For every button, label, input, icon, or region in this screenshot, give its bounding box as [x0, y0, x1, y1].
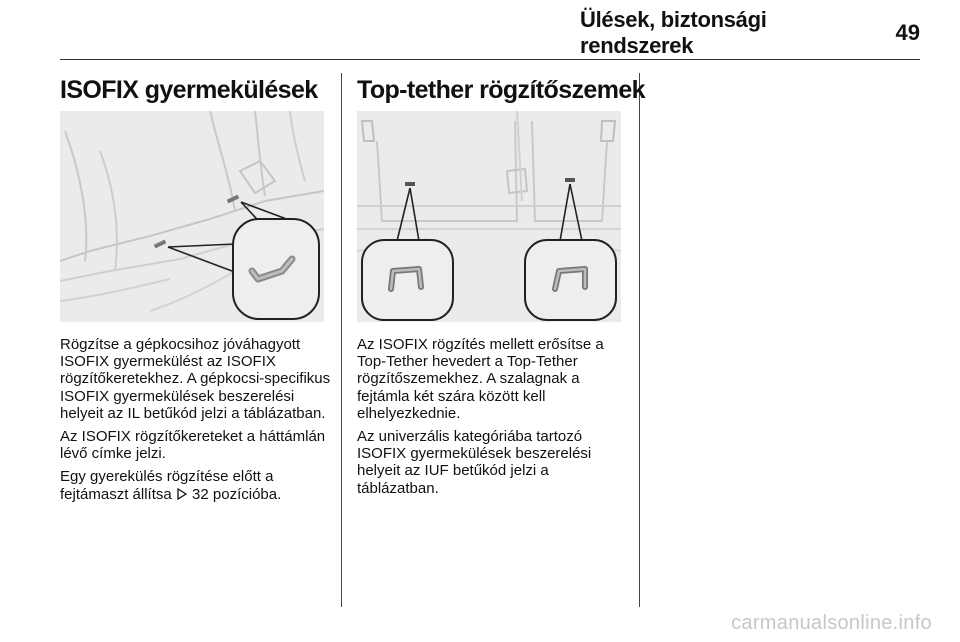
column-divider-left — [341, 73, 342, 607]
isofix-paragraph-text: 32 pozícióba. — [187, 485, 282, 503]
footer-watermark: carmanualsonline.info — [731, 612, 932, 634]
top-tether-paragraph: Az univerzális kategóriába tartozó ISOFIX gyermekülések beszerelési helyeit az IUF betűkód jelzi a táblázatban. — [357, 428, 592, 497]
page-number: 49 — [895, 20, 920, 45]
isofix-paragraph-text: Egy gyerekülés rögzítése előtt a fejtámaszt állítsa — [60, 468, 274, 503]
page-header — [580, 7, 920, 58]
isofix-section-title: ISOFIX gyermekülések — [60, 76, 318, 104]
top-tether-paragraph: Az ISOFIX rögzítés mellett erősítse a Top-Tether hevedert a Top-Tether rögzítőszemekhez. A szalagnak a fejtámla két szára között kell elhelyezkednie. — [357, 336, 604, 422]
isofix-paragraph: Rögzítse a gépkocsihoz jóváhagyott ISOFIX gyermekülést az ISOFIX rögzítőkeretekhez. A gépkocsi-specifikus ISOFIX gyermekülések beszerelési helyeit az IL betűkód jelzi a táblázatban. — [60, 336, 331, 422]
isofix-paragraph — [60, 468, 332, 502]
column-divider-right — [639, 73, 640, 607]
isofix-paragraph: Az ISOFIX rögzítőkereteket a háttámlán lévő címke jelzi. — [60, 428, 326, 463]
top-tether-section-title: Top-tether rögzítőszemek — [357, 76, 645, 104]
header-title: Ülések, biztonsági rendszerek — [580, 7, 767, 58]
isofix-text — [60, 336, 332, 509]
header-divider — [60, 59, 920, 60]
top-tether-text — [357, 336, 632, 503]
triangle-right-icon[interactable] — [177, 488, 187, 500]
isofix-illustration — [60, 111, 324, 322]
top-tether-illustration — [357, 111, 621, 322]
